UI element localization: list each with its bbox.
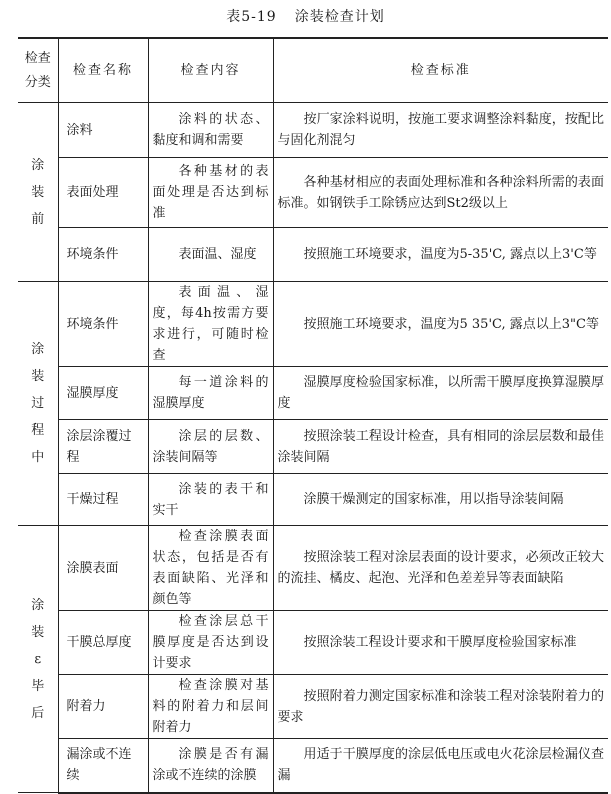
- standard-cell: 按照涂装工程对涂层表面的设计要求，必须改正较大的流挂、橘皮、起泡、光泽和色差差异等表面缺陷: [273, 526, 608, 611]
- standard-cell: 按照涂装工程设计要求和干膜厚度检验国家标准: [273, 611, 608, 675]
- header-row: [18, 38, 608, 103]
- table-row: [18, 611, 608, 675]
- table-row: [18, 228, 608, 282]
- content-cell: 表面温、湿度: [148, 228, 273, 282]
- table-row: [18, 474, 608, 526]
- table-body: [18, 103, 608, 793]
- name-cell: 涂层涂覆过程: [58, 420, 148, 474]
- header-category: 检查 分类: [18, 38, 58, 103]
- name-cell: 湿膜厚度: [58, 367, 148, 420]
- standard-cell: 用适于干膜厚度的涂层低电压或电火花涂层检漏仪查漏: [273, 739, 608, 793]
- name-cell: 涂料: [58, 103, 148, 158]
- content-cell: 检查涂膜表面状态，包括是否有表面缺陷、光泽和颜色等: [148, 526, 273, 611]
- content-cell: 涂装的表干和实干: [148, 474, 273, 526]
- standard-cell: 湿膜厚度检验国家标准，以所需干膜厚度换算湿膜厚度: [273, 367, 608, 420]
- standard-cell: 涂膜干燥测定的国家标准，用以指导涂装间隔: [273, 474, 608, 526]
- standard-cell: 按照附着力测定国家标准和涂装工程对涂装附着力的要求: [273, 675, 608, 739]
- name-cell: 干燥过程: [58, 474, 148, 526]
- table-number: 表5-19: [226, 9, 277, 25]
- content-cell: 检查涂膜对基料的附着力和层间附着力: [148, 675, 273, 739]
- content-cell: 每一道涂料的湿膜厚度: [148, 367, 273, 420]
- table-caption: [0, 6, 611, 26]
- header-content: 检查内容: [148, 38, 273, 103]
- name-cell: 漏涂或不连续: [58, 739, 148, 793]
- standard-cell: 按厂家涂料说明，按施工要求调整涂料黏度，按配比与固化剂混匀: [273, 103, 608, 158]
- content-cell: 涂层的层数、涂装间隔等: [148, 420, 273, 474]
- content-cell: 涂料的状态、黏度和调和需要: [148, 103, 273, 158]
- name-cell: 环境条件: [58, 282, 148, 367]
- standard-cell: 按照施工环境要求，温度为5 35'C, 露点以上3"C等: [273, 282, 608, 367]
- table-row: [18, 282, 608, 367]
- content-cell: 各种基材的表面处理是否达到标准: [148, 158, 273, 228]
- category-cell: 涂 装 过 程 中: [18, 282, 58, 526]
- standard-cell: 各种基材相应的表面处理标准和各种涂料所需的表面标准。如钢铁手工除锈应达到St2级以上: [273, 158, 608, 228]
- name-cell: 干膜总厚度: [58, 611, 148, 675]
- table-row: [18, 739, 608, 793]
- table-row: [18, 675, 608, 739]
- table-row: [18, 526, 608, 611]
- name-cell: 附着力: [58, 675, 148, 739]
- table-row: [18, 103, 608, 158]
- table-row: [18, 420, 608, 474]
- name-cell: 涂膜表面: [58, 526, 148, 611]
- content-cell: 表面温、湿度，每4h按需方要求进行，可随时检查: [148, 282, 273, 367]
- table-row: [18, 158, 608, 228]
- inspection-plan-table: [18, 37, 608, 794]
- standard-cell: 按照涂装工程设计检查，具有相同的涂层层数和最佳涂装间隔: [273, 420, 608, 474]
- category-cell: 涂 装 ε 毕 后: [18, 526, 58, 793]
- table-title: 涂装检查计划: [294, 9, 385, 25]
- header-standard: 检查标准: [273, 38, 608, 103]
- name-cell: 环境条件: [58, 228, 148, 282]
- category-cell: 涂 装 前: [18, 103, 58, 282]
- content-cell: 涂膜是否有漏涂或不连续的涂膜: [148, 739, 273, 793]
- standard-cell: 按照施工环境要求，温度为5-35'C, 露点以上3'C等: [273, 228, 608, 282]
- content-cell: 检查涂层总干膜厚度是否达到设计要求: [148, 611, 273, 675]
- name-cell: 表面处理: [58, 158, 148, 228]
- table-row: [18, 367, 608, 420]
- header-name: 检查名称: [58, 38, 148, 103]
